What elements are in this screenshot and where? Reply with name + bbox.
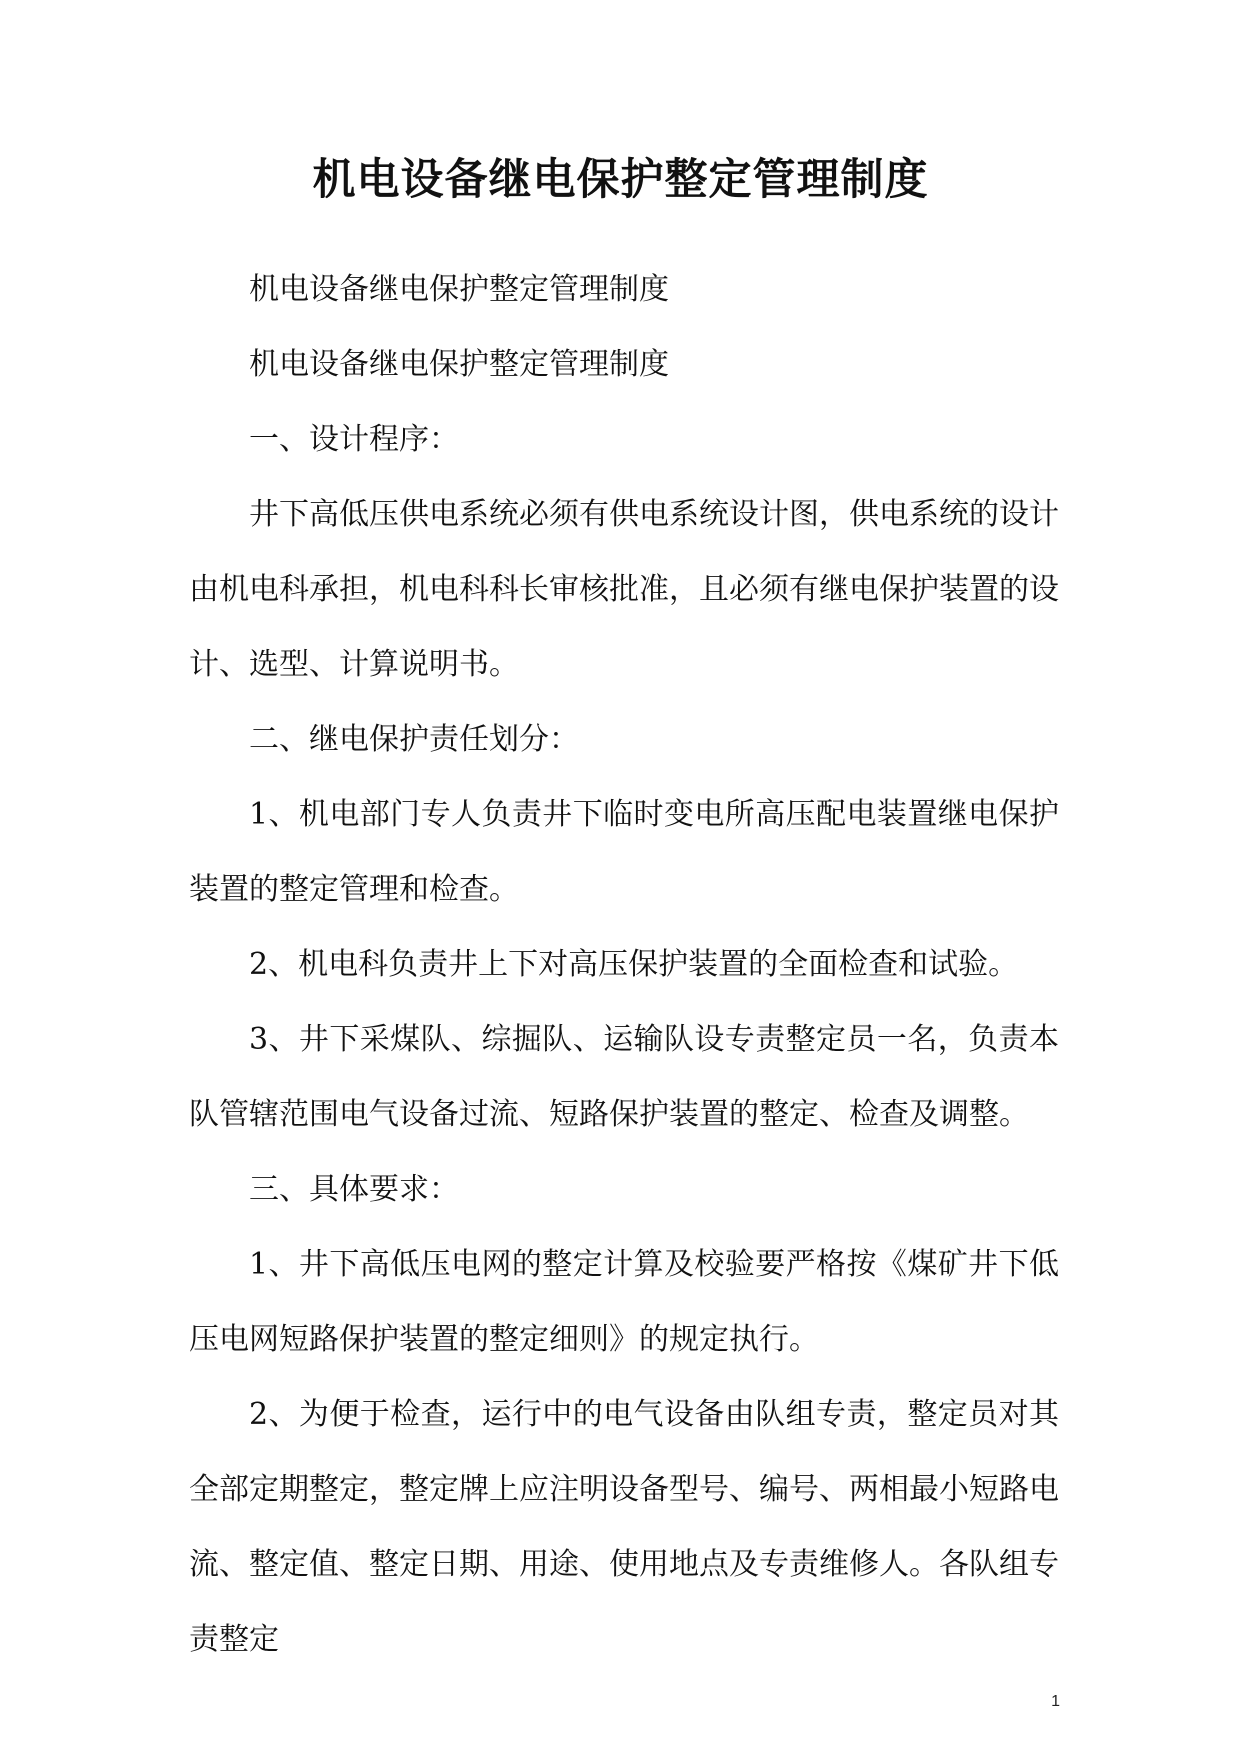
section-heading: 三、具体要求： [249,1172,459,1207]
paragraph: 2、机电科负责井上下对高压保护装置的全面检查和试验。 [249,947,1019,982]
paragraph: 井下高低压供电系统必须有供电系统设计图，供电系统的设计由机电科承担，机电科科长审核批准，且必须有继电保护装置的设计、选型、计算说明书。 [189,497,1059,682]
paragraph: 2、为便于检查，运行中的电气设备由队组专责，整定员对其全部定期整定，整定牌上应注明设备型号、编号、两相最小短路电流、整定值、整定日期、用途、使用地点及专责维修人。各队组专责整定 [189,1397,1059,1657]
document-title: 机电设备继电保护整定管理制度 [312,155,929,205]
paragraph: 1、井下高低压电网的整定计算及校验要严格按《煤矿井下低压电网短路保护装置的整定细则》的规定执行。 [189,1247,1059,1357]
paragraph: 1、机电部门专人负责井下临时变电所高压配电装置继电保护装置的整定管理和检查。 [189,797,1059,907]
document-body [189,252,1059,1677]
paragraph: 3、井下采煤队、综掘队、运输队设专责整定员一名，负责本队管辖范围电气设备过流、短路保护装置的整定、检查及调整。 [189,1022,1059,1132]
paragraph: 机电设备继电保护整定管理制度 [249,272,669,307]
paragraph: 机电设备继电保护整定管理制度 [249,347,669,382]
section-heading: 一、设计程序： [249,422,459,457]
section-heading: 二、继电保护责任划分： [249,722,579,757]
page-number: 1 [1051,1693,1060,1710]
